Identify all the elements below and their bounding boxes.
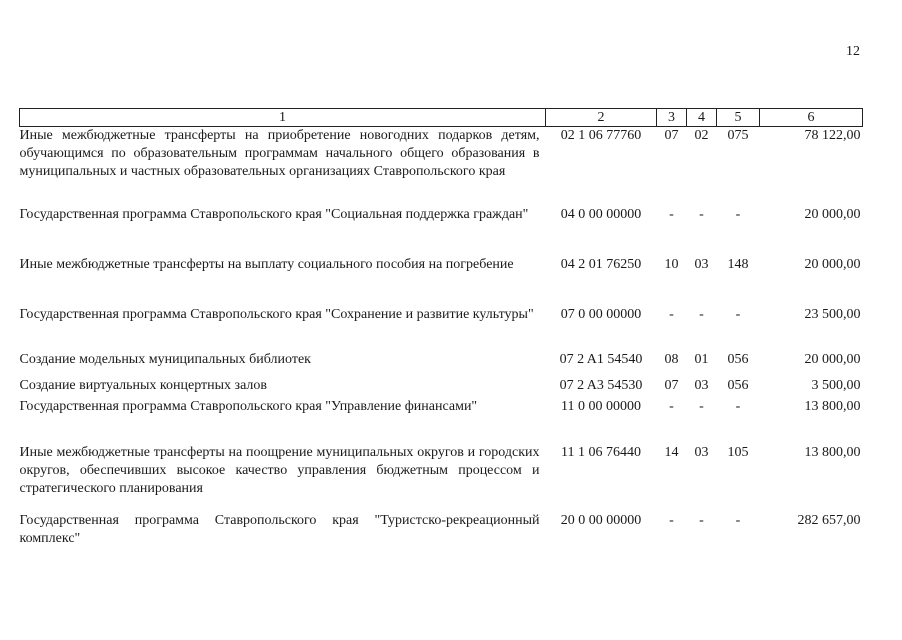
row-section: 08 <box>664 351 679 367</box>
row-amount: 23 500,00 <box>804 306 861 322</box>
row-name: Государственная программа Ставропольского края "Социальная поддержка граждан" <box>19 206 529 222</box>
table-row <box>20 351 863 377</box>
row-section: 10 <box>664 256 679 272</box>
table-body <box>20 127 863 552</box>
table-row <box>20 377 863 398</box>
table-row <box>20 398 863 444</box>
row-amount: 20 000,00 <box>804 351 861 367</box>
row-expense-type: - <box>735 398 741 414</box>
row-subsection: 03 <box>694 377 709 393</box>
row-section: - <box>669 306 674 322</box>
row-amount: 78 122,00 <box>804 128 861 143</box>
row-expense-type: - <box>735 206 741 222</box>
table-row <box>20 206 863 256</box>
row-name: Государственная программа Ставропольского края "Туристско-рекреационный комплекс" <box>19 512 540 546</box>
row-amount: 3 500,00 <box>811 377 861 393</box>
row-code: 07 2 A3 54530 <box>559 377 643 393</box>
row-code: 02 1 06 77760 <box>560 128 642 143</box>
header-col-3: 3 <box>657 109 687 127</box>
row-subsection: 03 <box>694 444 709 460</box>
row-amount: 13 800,00 <box>804 444 861 460</box>
row-code: 04 0 00 00000 <box>560 206 642 222</box>
row-code: 11 0 00 00000 <box>561 398 641 414</box>
budget-table <box>19 108 863 552</box>
row-name: Государственная программа Ставропольского края "Сохранение и развитие культуры" <box>19 306 534 322</box>
row-expense-type: - <box>735 306 741 322</box>
row-amount: 13 800,00 <box>804 398 861 414</box>
header-col-1: 1 <box>20 109 546 127</box>
row-subsection: - <box>699 398 704 414</box>
header-col-2: 2 <box>546 109 657 127</box>
page-number: 12 <box>846 44 860 59</box>
row-subsection: 01 <box>694 351 709 367</box>
table-row <box>20 306 863 351</box>
row-name: Государственная программа Ставропольского края "Управление финансами" <box>19 398 478 414</box>
table-row <box>20 512 863 552</box>
row-name: Иные межбюджетные трансферты на приобретение новогодних подарков детям, обучающимся по образовательным программам начального общего образования в муниципальных и частных образовательных организациях Ставропольского края <box>19 128 540 179</box>
row-name: Иные межбюджетные трансферты на выплату социального пособия на погребение <box>19 256 514 272</box>
row-amount: 20 000,00 <box>804 206 861 222</box>
row-expense-type: 056 <box>727 351 749 367</box>
table-row <box>20 127 863 206</box>
row-section: 07 <box>664 128 679 143</box>
row-subsection: - <box>699 206 704 222</box>
row-code: 04 2 01 76250 <box>560 256 642 272</box>
row-expense-type: 056 <box>727 377 749 393</box>
row-name: Создание виртуальных концертных залов <box>19 377 268 393</box>
header-col-5: 5 <box>717 109 760 127</box>
header-col-6: 6 <box>760 109 863 127</box>
row-section: - <box>669 206 674 222</box>
row-name: Создание модельных муниципальных библиотек <box>19 351 311 367</box>
row-code: 20 0 00 00000 <box>560 512 642 528</box>
row-amount: 20 000,00 <box>804 256 861 272</box>
row-subsection: - <box>699 512 704 528</box>
row-section: - <box>669 512 674 528</box>
row-expense-type: 075 <box>727 128 749 143</box>
table-row <box>20 444 863 512</box>
row-code: 11 1 06 76440 <box>561 444 641 460</box>
header-col-4: 4 <box>687 109 717 127</box>
table-row <box>20 256 863 306</box>
row-code: 07 0 00 00000 <box>560 306 642 322</box>
row-section: 14 <box>664 444 679 460</box>
row-code: 07 2 A1 54540 <box>559 351 643 367</box>
table-header <box>20 109 863 127</box>
row-name: Иные межбюджетные трансферты на поощрение муниципальных округов и городских округов, обеспечивших высокое качество управления бюджетным процессом и стратегического планирования <box>19 444 540 496</box>
row-subsection: 03 <box>694 256 709 272</box>
row-subsection: - <box>699 306 704 322</box>
row-expense-type: 148 <box>727 256 749 272</box>
header-row <box>20 109 863 127</box>
row-section: - <box>669 398 674 414</box>
row-subsection: 02 <box>694 128 709 143</box>
row-expense-type: - <box>735 512 741 528</box>
row-section: 07 <box>664 377 679 393</box>
row-expense-type: 105 <box>727 444 749 460</box>
row-amount: 282 657,00 <box>797 512 861 528</box>
